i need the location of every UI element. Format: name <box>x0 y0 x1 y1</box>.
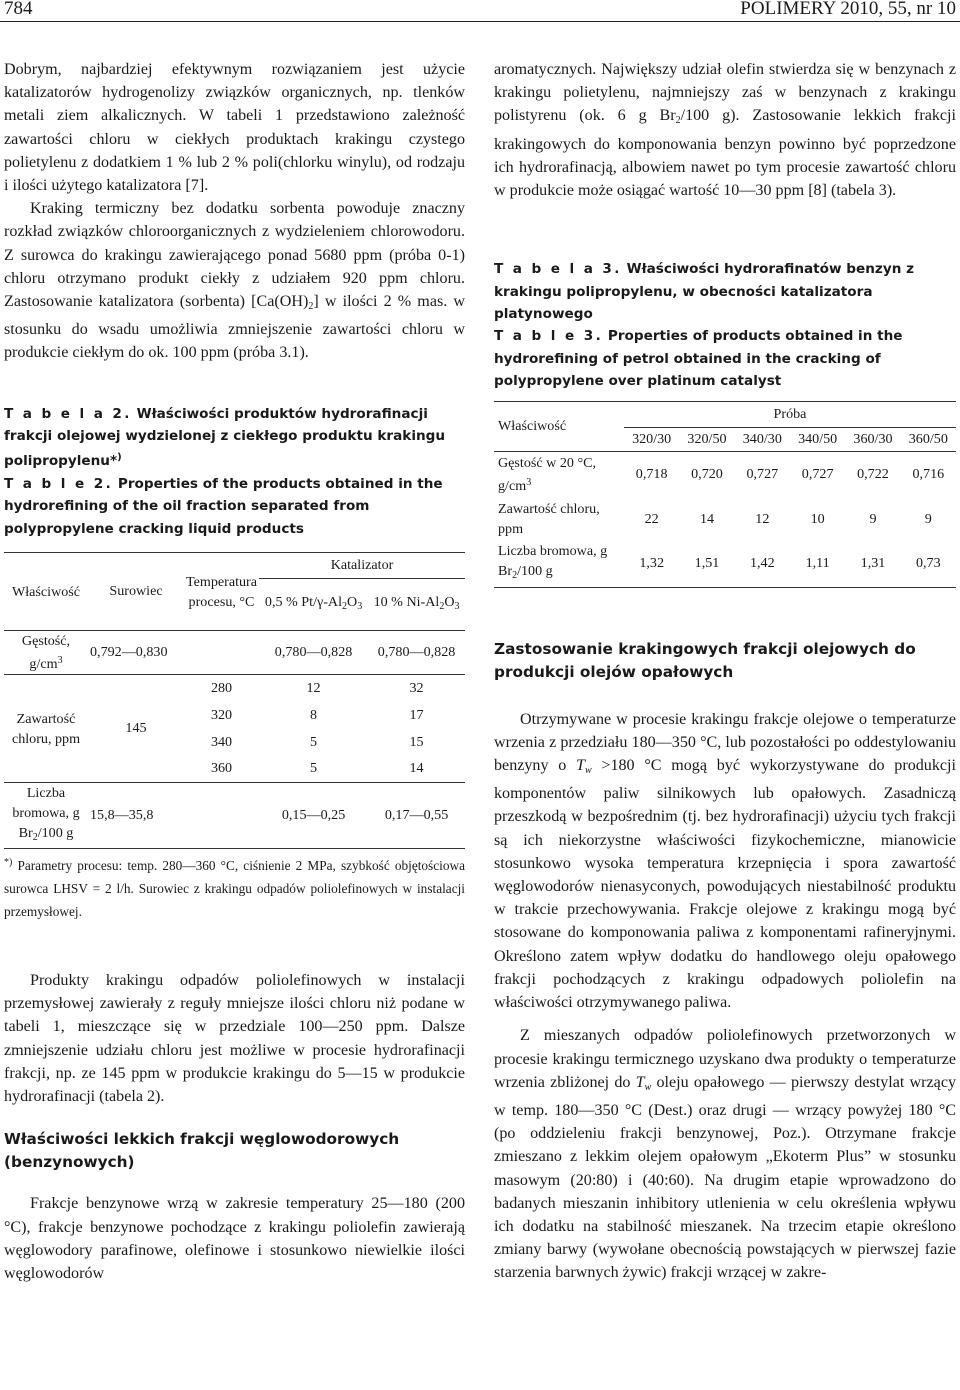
t2-header-temperature: Temperatura procesu, °C <box>184 553 259 631</box>
t3-col-header: 340/30 <box>735 427 790 451</box>
t3-header-sample: Próba <box>624 401 956 427</box>
t3-density-label: Gęstość w 20 °C, $g/cm^3$ <box>498 454 597 494</box>
t2-row-density <box>4 631 465 675</box>
paragraph-oil-fractions: Otrzymywane w procesie krakingu frakcje olejowe o temperaturze wrzenia z przedziału 180—350 °C, lub pozostałości po oddestylowaniu benzyny o $T_w >180$ °C mogą być wykorzystywane do produkcji komponentów paliw silnikowych lub opałowych. Zasadniczą przeszkodą w bezpośrednim (tj. bez hydrorafinacji) użyciu tych frakcji są ich niekorzystne właściwości fizykochemiczne, mianowicie stosunkowo wysoka temperatura krzepnięcia i spora zawartość węglowodorów nienasyconych, powodujących niestabilność produktu w trakcie przechowywania. Frakcje olejowe z krakingu mogą być stosowane do komponowania paliwa z komponentami rafineryjnymi. Określono zatem wpływ dodatku do handlowego oleju opałowego frakcji pochodzących z krakingu odpadowych poliolefin na właściwości otrzymywanego paliwa. <box>494 710 956 1012</box>
t2-ni-cell: 32 <box>409 679 424 696</box>
t2-bromine-pt: 0,15—0,25 <box>259 783 368 849</box>
t2-temp-cell: 320 <box>210 706 233 723</box>
paragraph-thermal-cracking: Kraking termiczny bez dodatku sorbenta powoduje znaczny rozkład związków chloroorganicznych z wydzieleniem chlorowodoru. Z surowca do krakingu zawierającego ponad 5680 ppm (próba 0-1) chloru otrzymano produkt ciekły z udziałem 920 ppm chloru. Zastosowanie katalizatora (sorbenta) $[Ca(OH)_2]$ w ilości 2 % mas. w stosunku do wsadu umożliwia zmniejszenie zawartości chloru w produkcie ciekłym do ok. 100 ppm (próba 3.1). <box>4 200 466 362</box>
t3-row-density <box>494 451 956 497</box>
t2-ni-cell: 14 <box>368 756 465 783</box>
t2-row-bromine <box>4 783 465 849</box>
t3-cell: 0,73 <box>901 541 956 587</box>
t2-temp-cell: 360 <box>184 756 259 783</box>
t2-density-ni: 0,780—0,828 <box>368 631 465 675</box>
t3-cell: 12 <box>755 510 770 527</box>
t3-col-header: 320/30 <box>624 427 679 451</box>
paragraph-industrial-products: Produkty krakingu odpadów poliolefinowych w instalacji przemysłowej zawierały z reguły mniejsze ilości chloru niż podane w tabeli 1, mieszczące się w przedziale 100—250 ppm. Dalsze zmniejszenie udziału chloru jest możliwe w procesie hydrorafinacji frakcji, np. ze 145 ppm w produkcie krakingu do 5—15 w produkcie hydrorafinacji (tabela 2). <box>4 972 465 1106</box>
t3-chlorine-label: Zawartość chloru, ppm <box>498 501 600 538</box>
table-2-footnote: *) Parametry procesu: temp. 280—360 °C, ciśnienie 2 MPa, szybkość objętościowa surowca LHSV = 2 l/h. Surowiec z krakingu odpadów poliolefinowych w instalacji przemysłowej. <box>4 857 465 920</box>
t2-bromine-feed: 15,8—35,8 <box>88 783 259 849</box>
t2-temp-cell: 340 <box>210 733 233 750</box>
t2-bromine-label: Liczba bromowa, g $Br_2/100$ g <box>4 783 88 849</box>
page-header <box>0 0 960 22</box>
t3-cell: 10 <box>810 510 825 527</box>
t2-density-pt: 0,780—0,828 <box>259 631 368 675</box>
t3-row-bromine <box>494 541 956 587</box>
t2-ni-cell: 15 <box>409 733 424 750</box>
paragraph-mixed-waste: Z mieszanych odpadów poliolefinowych przetworzonych w procesie krakingu termicznego uzyskano dwa produkty o temperaturze wrzenia zbliżonej do $T_w$ oleju opałowego — pierwszy destylat wrzący w temp. 180—350 °C (Dest.) oraz drugi — wrzący powyżej 180 °C (po oddzieleniu frakcji benzynowej, Poz.). Otrzymane frakcje zmieszano z lekkim olejem opałowym „Ekoterm Plus” w stosunku masowym (20:80) i (40:60). Na drugim etapie wprowadzono do badanych mieszanin inhibitory utlenienia w celu określenia wpływu ich dodatku na stabilność mieszanek. Na trzecim etapie określono zmiany barwy (wywołane obecnością powstających w pierwszej fazie starzenia barwnych żywic) frakcji wrzącej w zakre- <box>494 1027 957 1282</box>
left-column <box>4 58 465 1285</box>
t2-header-catalyst-ni: 10 % $Ni-Al_2O_3$ <box>368 579 465 631</box>
section-heading-light-fractions: Właściwości lekkich frakcji węglowodorowych (benzynowych) <box>4 1130 400 1172</box>
t3-col-header: 360/50 <box>901 427 956 451</box>
table-2-caption: T a b e l a 2. Właściwości produktów hydrorafinacji frakcji olejowej wydzielonej z ciekłego produktu krakingu polipropylenu*) T a b l e 2. Properties of the products obtained in the hydrorefining of the oil fraction separated from polypropylene cracking liquid products <box>4 405 446 537</box>
t2-density-feed: 0,792—0,830 <box>88 631 259 675</box>
t3-cell: 22 <box>644 510 659 527</box>
t2-pt-cell: 8 <box>310 706 318 723</box>
t2-chlorine-label: Zawartość chloru, ppm <box>4 675 88 783</box>
t2-bromine-ni: 0,17—0,55 <box>368 783 465 849</box>
t3-header-property: Właściwość <box>494 401 624 451</box>
page-number: 784 <box>4 0 33 19</box>
t2-pt-cell: 5 <box>310 733 318 750</box>
t2-chlorine-feed: 145 <box>88 675 184 783</box>
t3-cell: 0,727 <box>746 465 779 482</box>
paragraph-catalysts: Dobrym, najbardziej efektywnym rozwiązaniem jest użycie katalizatorów hydrogenolizy związków organicznych, np. tlenków metali ziem alkalicznych. W tabeli 1 przedstawiono zależność zawartości chloru w ciekłych produktach krakingu czystego polietylenu z dodatkiem 1 % lub 2 % poli(chlorku winylu), od rodzaju i ilości użytego katalizatora [7]. <box>4 61 465 195</box>
paragraph-aromatics: aromatycznych. Największy udział olefin stwierdza się w benzynach z krakingu polietylenu, najmniejszy zaś w benzynach z krakingu polistyrenu (ok. 6 g $Br_2/100$ g). Zastosowanie lekkich frakcji krakingowych do komponowania benzyn powinno być poprzedzone ich hydrorafinacją, albowiem nawet po tym procesie zawartość chloru w produkcie może osiągać wartość 10—30 ppm [8] (tabela 3). <box>494 61 956 200</box>
t2-pt-cell: 12 <box>306 679 321 696</box>
t3-bromine-label: Liczba bromowa, g $Br_2/100$ g <box>494 541 624 587</box>
table-2 <box>4 552 465 849</box>
right-column <box>494 58 956 1285</box>
t3-cell: 0,722 <box>857 465 889 482</box>
t2-header-catalyst: Katalizator <box>259 553 465 579</box>
t2-pt-cell: 5 <box>259 756 368 783</box>
section-heading-oil-fractions: Zastosowanie krakingowych frakcji olejowych do produkcji olejów opałowych <box>494 639 916 681</box>
t3-cell: 1,32 <box>624 541 679 587</box>
t3-row-chlorine <box>494 497 956 541</box>
t3-col-header: 360/30 <box>845 427 900 451</box>
table-3-caption: T a b e l a 3. Właściwości hydrorafinatów benzyn z krakingu polipropylenu, w obecności katalizatora platynowego T a b l e 3. Properties of products obtained in the hydrorefining of petrol obtained in the cracking of polypropylene over platinum catalyst <box>494 261 915 390</box>
t3-cell: 1,51 <box>679 541 734 587</box>
paragraph-gasoline-fractions: Frakcje benzynowe wrzą w zakresie temperatury 25—180 (200 °C), frakcje benzynowe pochodzące z krakingu poliolefin zawierają węglowodory parafinowe, olefinowe i stosunkowo niewielkie ilości węglowodorów <box>4 1195 465 1282</box>
t2-density-label: Gęstość, $g/cm^3$ <box>4 631 88 675</box>
t3-cell: 1,31 <box>845 541 900 587</box>
t2-header-catalyst-pt: 0,5 % $Pt/\gamma-Al_2O_3$ <box>259 579 368 631</box>
t2-row-chlorine-0 <box>4 675 465 702</box>
t2-temp-cell: 280 <box>210 679 233 696</box>
t3-cell: 14 <box>699 510 715 527</box>
table-3 <box>494 401 956 588</box>
t3-col-header: 340/50 <box>790 427 845 451</box>
t2-header-feed: Surowiec <box>88 553 184 631</box>
t3-cell: 0,718 <box>635 465 668 482</box>
t3-cell: 1,11 <box>790 541 845 587</box>
t3-col-header: 320/50 <box>679 427 734 451</box>
t3-cell: 0,716 <box>912 465 945 482</box>
t3-cell: 9 <box>869 510 877 527</box>
t2-ni-cell: 17 <box>409 706 424 723</box>
t3-cell: 0,720 <box>691 465 723 482</box>
t3-cell: 0,727 <box>801 465 834 482</box>
journal-citation: POLIMERY 2010, 55, nr 10 <box>740 0 956 19</box>
t3-cell: 9 <box>924 510 932 527</box>
t2-header-property: Właściwość <box>4 553 88 631</box>
t3-cell: 1,42 <box>735 541 790 587</box>
